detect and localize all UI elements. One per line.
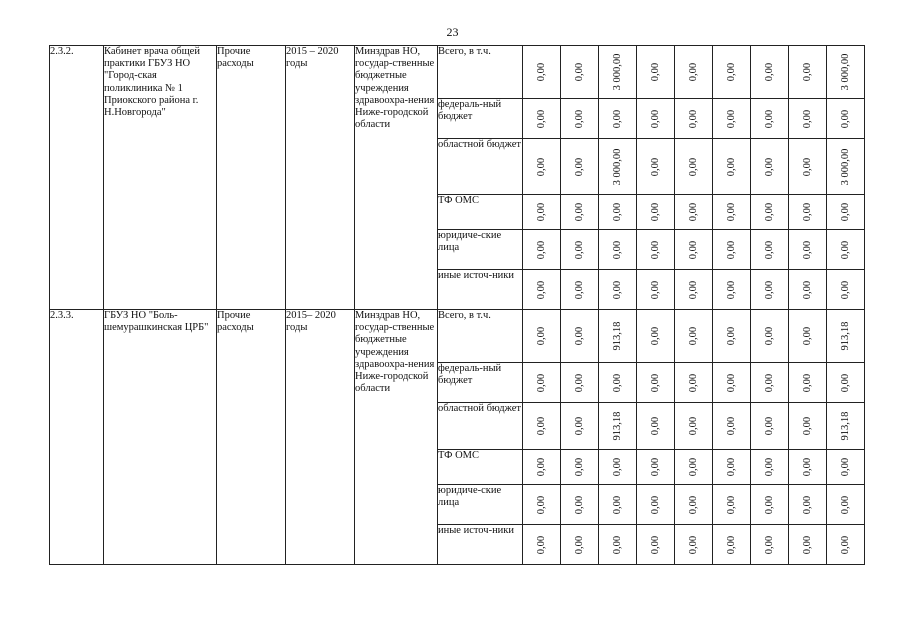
amount-cell bbox=[713, 403, 751, 450]
amount-value: 0,00 bbox=[687, 457, 699, 477]
amount-cell bbox=[561, 99, 599, 139]
amount-value: 0,00 bbox=[611, 457, 623, 477]
amount-value: 0,00 bbox=[725, 109, 737, 128]
amount-cell bbox=[523, 139, 561, 195]
amount-cell bbox=[561, 363, 599, 403]
funding-source: юридиче-ские лица bbox=[438, 230, 523, 270]
amount-cell bbox=[789, 403, 827, 450]
amount-value: 0,00 bbox=[573, 280, 585, 299]
amount-value: 0,00 bbox=[839, 495, 851, 514]
amount-value: 3 000,00 bbox=[611, 53, 623, 91]
amount-value: 0,00 bbox=[611, 109, 623, 128]
amount-value: 0,00 bbox=[801, 240, 813, 259]
amount-cell bbox=[789, 195, 827, 230]
funding-source: областной бюджет bbox=[438, 403, 523, 450]
amount-cell bbox=[637, 139, 675, 195]
amount-cell bbox=[675, 139, 713, 195]
expense-type: Прочие расходы bbox=[217, 310, 286, 565]
amount-value: 0,00 bbox=[573, 495, 585, 514]
amount-cell bbox=[561, 525, 599, 565]
amount-value: 0,00 bbox=[649, 157, 661, 176]
amount-cell bbox=[637, 99, 675, 139]
amount-cell bbox=[637, 525, 675, 565]
amount-value: 0,00 bbox=[535, 62, 547, 82]
amount-value: 0,00 bbox=[535, 535, 547, 554]
amount-cell bbox=[637, 363, 675, 403]
amount-value: 0,00 bbox=[611, 373, 623, 392]
amount-value: 913,18 bbox=[611, 321, 623, 351]
amount-value: 0,00 bbox=[573, 326, 585, 346]
amount-value: 0,00 bbox=[839, 535, 851, 554]
amount-value: 0,00 bbox=[763, 202, 775, 222]
executor: Минздрав НО, государ-ственные бюджетные учреждения здравоохра-нения Ниже-городской области bbox=[355, 46, 438, 310]
amount-cell bbox=[675, 99, 713, 139]
amount-value: 3 000,00 bbox=[611, 148, 623, 185]
amount-cell bbox=[599, 99, 637, 139]
amount-value: 0,00 bbox=[535, 457, 547, 477]
amount-cell bbox=[827, 403, 865, 450]
amount-value: 0,00 bbox=[573, 202, 585, 222]
amount-cell bbox=[713, 139, 751, 195]
amount-cell bbox=[827, 99, 865, 139]
amount-cell bbox=[713, 99, 751, 139]
amount-value: 0,00 bbox=[801, 109, 813, 128]
amount-value: 0,00 bbox=[801, 326, 813, 346]
funding-source: иные источ-ники bbox=[438, 270, 523, 310]
amount-cell bbox=[599, 139, 637, 195]
amount-value: 0,00 bbox=[649, 62, 661, 82]
amount-cell bbox=[561, 485, 599, 525]
amount-value: 3 000,00 bbox=[839, 148, 851, 185]
funding-source: Всего, в т.ч. bbox=[438, 46, 523, 99]
amount-cell bbox=[523, 403, 561, 450]
amount-cell bbox=[827, 230, 865, 270]
amount-value: 0,00 bbox=[687, 202, 699, 222]
amount-cell bbox=[675, 403, 713, 450]
amount-value: 0,00 bbox=[649, 202, 661, 222]
amount-value: 0,00 bbox=[763, 373, 775, 392]
amount-cell bbox=[751, 139, 789, 195]
amount-value: 0,00 bbox=[763, 109, 775, 128]
amount-value: 0,00 bbox=[573, 62, 585, 82]
amount-value: 0,00 bbox=[649, 326, 661, 346]
amount-value: 0,00 bbox=[801, 373, 813, 392]
budget-table bbox=[49, 45, 865, 565]
amount-value: 0,00 bbox=[725, 240, 737, 259]
amount-cell bbox=[523, 99, 561, 139]
amount-cell bbox=[523, 485, 561, 525]
amount-value: 0,00 bbox=[725, 280, 737, 299]
amount-value: 0,00 bbox=[535, 416, 547, 436]
amount-value: 0,00 bbox=[725, 495, 737, 514]
amount-cell bbox=[789, 46, 827, 99]
amount-value: 0,00 bbox=[649, 535, 661, 554]
amount-value: 0,00 bbox=[725, 62, 737, 82]
item-name: Кабинет врача общей практики ГБУЗ НО "Город-ская поликлиника № 1 Приокского района г. Н.Новгорода" bbox=[104, 46, 217, 310]
period: 2015– 2020 годы bbox=[286, 310, 355, 565]
amount-cell bbox=[827, 46, 865, 99]
amount-value: 0,00 bbox=[611, 535, 623, 554]
amount-cell bbox=[789, 485, 827, 525]
amount-value: 0,00 bbox=[839, 240, 851, 259]
amount-cell bbox=[675, 485, 713, 525]
amount-value: 0,00 bbox=[801, 62, 813, 82]
amount-cell bbox=[751, 46, 789, 99]
amount-cell bbox=[789, 363, 827, 403]
amount-value: 0,00 bbox=[763, 157, 775, 176]
amount-value: 0,00 bbox=[535, 202, 547, 222]
amount-value: 0,00 bbox=[801, 457, 813, 477]
amount-value: 913,18 bbox=[839, 411, 851, 441]
amount-value: 0,00 bbox=[611, 240, 623, 259]
funding-source: иные источ-ники bbox=[438, 525, 523, 565]
amount-cell bbox=[827, 525, 865, 565]
funding-source: ТФ ОМС bbox=[438, 195, 523, 230]
funding-source: юридиче-ские лица bbox=[438, 485, 523, 525]
amount-cell bbox=[523, 363, 561, 403]
amount-cell bbox=[827, 270, 865, 310]
amount-value: 0,00 bbox=[573, 373, 585, 392]
amount-cell bbox=[789, 99, 827, 139]
amount-cell bbox=[675, 270, 713, 310]
amount-value: 0,00 bbox=[725, 326, 737, 346]
expense-type: Прочие расходы bbox=[217, 46, 286, 310]
amount-cell bbox=[713, 525, 751, 565]
amount-cell bbox=[561, 403, 599, 450]
amount-value: 0,00 bbox=[725, 416, 737, 436]
amount-cell bbox=[561, 139, 599, 195]
amount-value: 0,00 bbox=[839, 202, 851, 222]
amount-cell bbox=[675, 46, 713, 99]
amount-value: 0,00 bbox=[687, 373, 699, 392]
amount-value: 0,00 bbox=[687, 326, 699, 346]
amount-value: 0,00 bbox=[801, 202, 813, 222]
amount-cell bbox=[827, 310, 865, 363]
amount-cell bbox=[789, 230, 827, 270]
amount-cell bbox=[599, 230, 637, 270]
amount-cell bbox=[751, 230, 789, 270]
amount-value: 0,00 bbox=[535, 109, 547, 128]
amount-cell bbox=[637, 270, 675, 310]
amount-cell bbox=[827, 195, 865, 230]
amount-value: 913,18 bbox=[839, 321, 851, 351]
amount-cell bbox=[599, 450, 637, 485]
amount-cell bbox=[751, 270, 789, 310]
amount-cell bbox=[637, 485, 675, 525]
amount-value: 0,00 bbox=[839, 109, 851, 128]
amount-cell bbox=[599, 525, 637, 565]
amount-value: 0,00 bbox=[687, 416, 699, 436]
amount-value: 0,00 bbox=[535, 280, 547, 299]
amount-value: 0,00 bbox=[535, 373, 547, 392]
executor: Минздрав НО, государ-ственные бюджетные учреждения здравоохра-нения Ниже-городской области bbox=[355, 310, 438, 565]
amount-cell bbox=[637, 310, 675, 363]
amount-value: 0,00 bbox=[573, 416, 585, 436]
amount-value: 0,00 bbox=[687, 240, 699, 259]
amount-value: 0,00 bbox=[687, 495, 699, 514]
table-body bbox=[50, 46, 865, 565]
amount-value: 0,00 bbox=[611, 495, 623, 514]
amount-cell bbox=[827, 485, 865, 525]
amount-cell bbox=[599, 195, 637, 230]
amount-value: 0,00 bbox=[687, 535, 699, 554]
item-code: 2.3.3. bbox=[50, 310, 104, 565]
amount-value: 0,00 bbox=[725, 457, 737, 477]
amount-cell bbox=[675, 363, 713, 403]
amount-value: 0,00 bbox=[763, 62, 775, 82]
amount-value: 0,00 bbox=[573, 109, 585, 128]
amount-value: 0,00 bbox=[649, 495, 661, 514]
amount-cell bbox=[675, 310, 713, 363]
amount-value: 0,00 bbox=[763, 457, 775, 477]
amount-cell bbox=[599, 46, 637, 99]
amount-cell bbox=[789, 139, 827, 195]
amount-cell bbox=[561, 270, 599, 310]
period: 2015 – 2020 годы bbox=[286, 46, 355, 310]
amount-cell bbox=[713, 195, 751, 230]
amount-cell bbox=[637, 195, 675, 230]
amount-cell bbox=[523, 450, 561, 485]
amount-cell bbox=[789, 270, 827, 310]
amount-value: 0,00 bbox=[763, 416, 775, 436]
amount-value: 0,00 bbox=[573, 457, 585, 477]
amount-value: 0,00 bbox=[839, 457, 851, 477]
amount-cell bbox=[523, 230, 561, 270]
amount-cell bbox=[827, 363, 865, 403]
amount-value: 0,00 bbox=[801, 280, 813, 299]
amount-value: 0,00 bbox=[687, 157, 699, 176]
amount-value: 0,00 bbox=[611, 202, 623, 222]
amount-cell bbox=[637, 450, 675, 485]
amount-cell bbox=[751, 310, 789, 363]
item-name: ГБУЗ НО "Боль-шемурашкинская ЦРБ" bbox=[104, 310, 217, 565]
amount-cell bbox=[523, 270, 561, 310]
amount-cell bbox=[561, 195, 599, 230]
amount-value: 0,00 bbox=[687, 109, 699, 128]
amount-value: 0,00 bbox=[763, 495, 775, 514]
table-row bbox=[50, 46, 865, 99]
amount-value: 0,00 bbox=[535, 326, 547, 346]
amount-cell bbox=[713, 310, 751, 363]
amount-value: 0,00 bbox=[801, 157, 813, 176]
amount-cell bbox=[675, 195, 713, 230]
amount-cell bbox=[713, 46, 751, 99]
amount-value: 3 000,00 bbox=[839, 53, 851, 91]
amount-cell bbox=[751, 525, 789, 565]
amount-cell bbox=[637, 230, 675, 270]
amount-value: 0,00 bbox=[763, 280, 775, 299]
amount-cell bbox=[637, 403, 675, 450]
amount-cell bbox=[789, 525, 827, 565]
amount-cell bbox=[713, 363, 751, 403]
page-number: 23 bbox=[446, 25, 459, 39]
amount-cell bbox=[561, 230, 599, 270]
amount-cell bbox=[523, 525, 561, 565]
table-row bbox=[50, 310, 865, 363]
amount-cell bbox=[713, 230, 751, 270]
amount-value: 0,00 bbox=[535, 240, 547, 259]
amount-cell bbox=[751, 99, 789, 139]
amount-cell bbox=[751, 403, 789, 450]
amount-cell bbox=[523, 195, 561, 230]
amount-cell bbox=[599, 363, 637, 403]
amount-value: 0,00 bbox=[725, 202, 737, 222]
amount-value: 0,00 bbox=[573, 535, 585, 554]
funding-source: областной бюджет bbox=[438, 139, 523, 195]
amount-value: 0,00 bbox=[573, 240, 585, 259]
item-code: 2.3.2. bbox=[50, 46, 104, 310]
amount-cell bbox=[827, 139, 865, 195]
amount-cell bbox=[561, 46, 599, 99]
amount-cell bbox=[751, 195, 789, 230]
amount-value: 0,00 bbox=[725, 535, 737, 554]
amount-cell bbox=[789, 450, 827, 485]
amount-cell bbox=[599, 310, 637, 363]
amount-value: 0,00 bbox=[649, 373, 661, 392]
amount-value: 0,00 bbox=[687, 280, 699, 299]
amount-cell bbox=[713, 450, 751, 485]
funding-source: федераль-ный бюджет bbox=[438, 99, 523, 139]
amount-value: 0,00 bbox=[687, 62, 699, 82]
amount-value: 0,00 bbox=[801, 535, 813, 554]
amount-value: 0,00 bbox=[839, 280, 851, 299]
amount-cell bbox=[523, 310, 561, 363]
amount-value: 0,00 bbox=[725, 373, 737, 392]
funding-source: федераль-ный бюджет bbox=[438, 363, 523, 403]
amount-value: 0,00 bbox=[763, 535, 775, 554]
amount-value: 0,00 bbox=[611, 280, 623, 299]
amount-value: 0,00 bbox=[801, 495, 813, 514]
amount-value: 0,00 bbox=[649, 457, 661, 477]
amount-cell bbox=[599, 403, 637, 450]
amount-value: 0,00 bbox=[573, 157, 585, 176]
amount-cell bbox=[713, 270, 751, 310]
amount-value: 0,00 bbox=[801, 416, 813, 436]
amount-cell bbox=[751, 485, 789, 525]
amount-value: 0,00 bbox=[535, 495, 547, 514]
amount-cell bbox=[751, 363, 789, 403]
amount-value: 0,00 bbox=[649, 240, 661, 259]
amount-value: 0,00 bbox=[725, 157, 737, 176]
amount-value: 0,00 bbox=[763, 326, 775, 346]
amount-cell bbox=[637, 46, 675, 99]
amount-cell bbox=[675, 230, 713, 270]
amount-value: 0,00 bbox=[839, 373, 851, 392]
amount-cell bbox=[789, 310, 827, 363]
funding-source: Всего, в т.ч. bbox=[438, 310, 523, 363]
funding-source: ТФ ОМС bbox=[438, 450, 523, 485]
amount-value: 0,00 bbox=[649, 416, 661, 436]
amount-cell bbox=[599, 270, 637, 310]
amount-cell bbox=[561, 450, 599, 485]
amount-cell bbox=[751, 450, 789, 485]
amount-value: 0,00 bbox=[649, 109, 661, 128]
amount-cell bbox=[713, 485, 751, 525]
amount-cell bbox=[675, 525, 713, 565]
amount-value: 0,00 bbox=[763, 240, 775, 259]
amount-cell bbox=[827, 450, 865, 485]
amount-cell bbox=[599, 485, 637, 525]
amount-value: 913,18 bbox=[611, 411, 623, 441]
amount-cell bbox=[523, 46, 561, 99]
amount-value: 0,00 bbox=[649, 280, 661, 299]
amount-value: 0,00 bbox=[535, 157, 547, 176]
amount-cell bbox=[561, 310, 599, 363]
amount-cell bbox=[675, 450, 713, 485]
